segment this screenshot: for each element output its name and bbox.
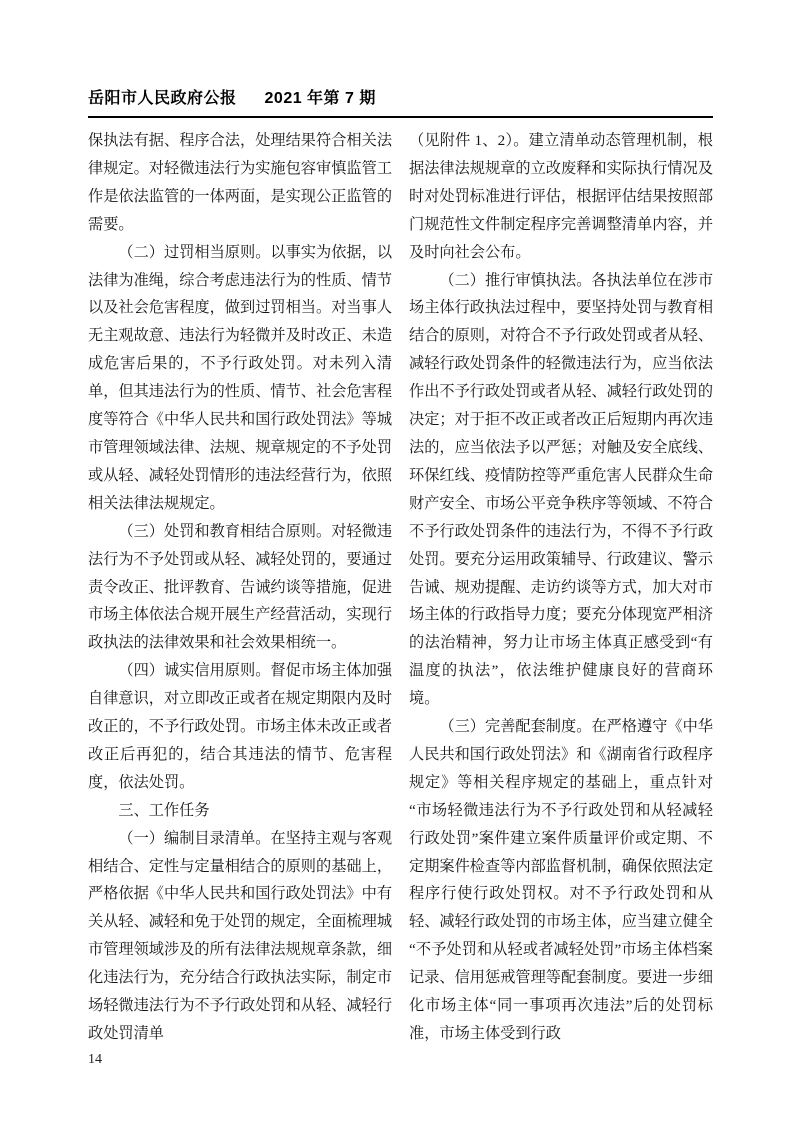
page-number: 14 (88, 1051, 102, 1067)
page-body (88, 127, 713, 1048)
paragraph-task-1: （一）编制目录清单。在坚持主观与客观相结合、定性与定量相结合的原则的基础上，严格依据《中华人民共和国行政处罚法》中有关从轻、减轻和免于处罚的规定，全面梳理城市管理领域涉及的所有法律法规规章条款，细化违法行为，充分结合行政执法实际，制定市场轻微违法行为不予行政处罚和从轻、减轻行政处罚清单 (88, 829, 392, 1042)
paragraph-continuation: 保执法有据、程序合法，处理结果符合相关法律规定。对轻微违法行为实施包容审慎监管工作是依法监管的一体两面，是实现公正监管的需要。 (88, 132, 392, 233)
gazette-title: 岳阳市人民政府公报 (88, 90, 237, 107)
paragraph-task-2: （二）推行审慎执法。各执法单位在涉市场主体行政执法过程中，要坚持处罚与教育相结合的原则，对符合不予行政处罚或者从轻、减轻行政处罚条件的轻微违法行为，应当依法作出不予行政处罚或者从轻、减轻行政处罚的决定；对于拒不改正或者改正后短期内再次违法的，应当依法予以严惩；对触及安全底线、环保红线、疫情防控等严重危害人民群众生命财产安全、市场公平竞争秩序等领域、不符合不予行政处罚条件的违法行为，不得不予行政处罚。要充分运用政策辅导、行政建议、警示告诫、规劝提醒、走访约谈等方式，加大对市场主体的行政指导力度；要充分体现宽严相济的法治精神，努力让市场主体真正感受到“有温度的执法”，依法维护健康良好的营商环境。 (409, 271, 713, 708)
paragraph-principle-2: （二）过罚相当原则。以事实为依据，以法律为准绳，综合考虑违法行为的性质、情节以及社会危害程度，做到过罚相当。对当事人无主观故意、违法行为轻微并及时改正、未造成危害后果的，不予行政处罚。对未列入清单，但其违法行为的性质、情节、社会危害程度等符合《中华人民共和国行政处罚法》等城市管理领域法律、法规、规章规定的不予处罚或从轻、减轻处罚情形的违法经营行为，依照相关法律法规规定。 (88, 243, 392, 512)
left-column (88, 127, 392, 1048)
section-heading-work-tasks: 三、工作任务 (118, 801, 210, 819)
header-rule (88, 116, 713, 118)
paragraph-task-1-continuation: （见附件 1、2）。建立清单动态管理机制，根据法律法规规章的立改废释和实际执行情况及时对处罚标准进行评估，根据评估结果按照部门规范性文件制定程序完善调整清单内容，并及时向社会公布。 (409, 132, 713, 261)
page-header (88, 88, 713, 110)
paragraph-task-3: （三）完善配套制度。在严格遵守《中华人民共和国行政处罚法》和《湖南省行政程序规定》等相关程序规定的基础上，重点针对“市场轻微违法行为不予行政处罚和从轻减轻行政处罚”案件建立案件质量评价或定期、不定期案件检查等内部监督机制，确保依照法定程序行使行政处罚权。对不予行政处罚和从轻、减轻行政处罚的市场主体，应当建立健全“不予处罚和从轻或者减轻处罚”市场主体档案记录、信用惩戒管理等配套制度。要进一步细化市场主体“同一事项再次违法”后的处罚标准，市场主体受到行政 (409, 718, 713, 1042)
issue-label: 2021 年第 7 期 (264, 90, 376, 107)
right-column (409, 127, 713, 1048)
paragraph-principle-4: （四）诚实信用原则。督促市场主体加强自律意识，对立即改正或者在规定期限内及时改正的，不予行政处罚。市场主体未改正或者改正后再犯的，结合其违法的情节、危害程度，依法处罚。 (88, 662, 392, 791)
paragraph-principle-3: （三）处罚和教育相结合原则。对轻微违法行为不予处罚或从轻、减轻处罚的，要通过责令改正、批评教育、告诫约谈等措施，促进市场主体依法合规开展生产经营活动，实现行政执法的法律效果和社会效果相统一。 (88, 522, 392, 652)
